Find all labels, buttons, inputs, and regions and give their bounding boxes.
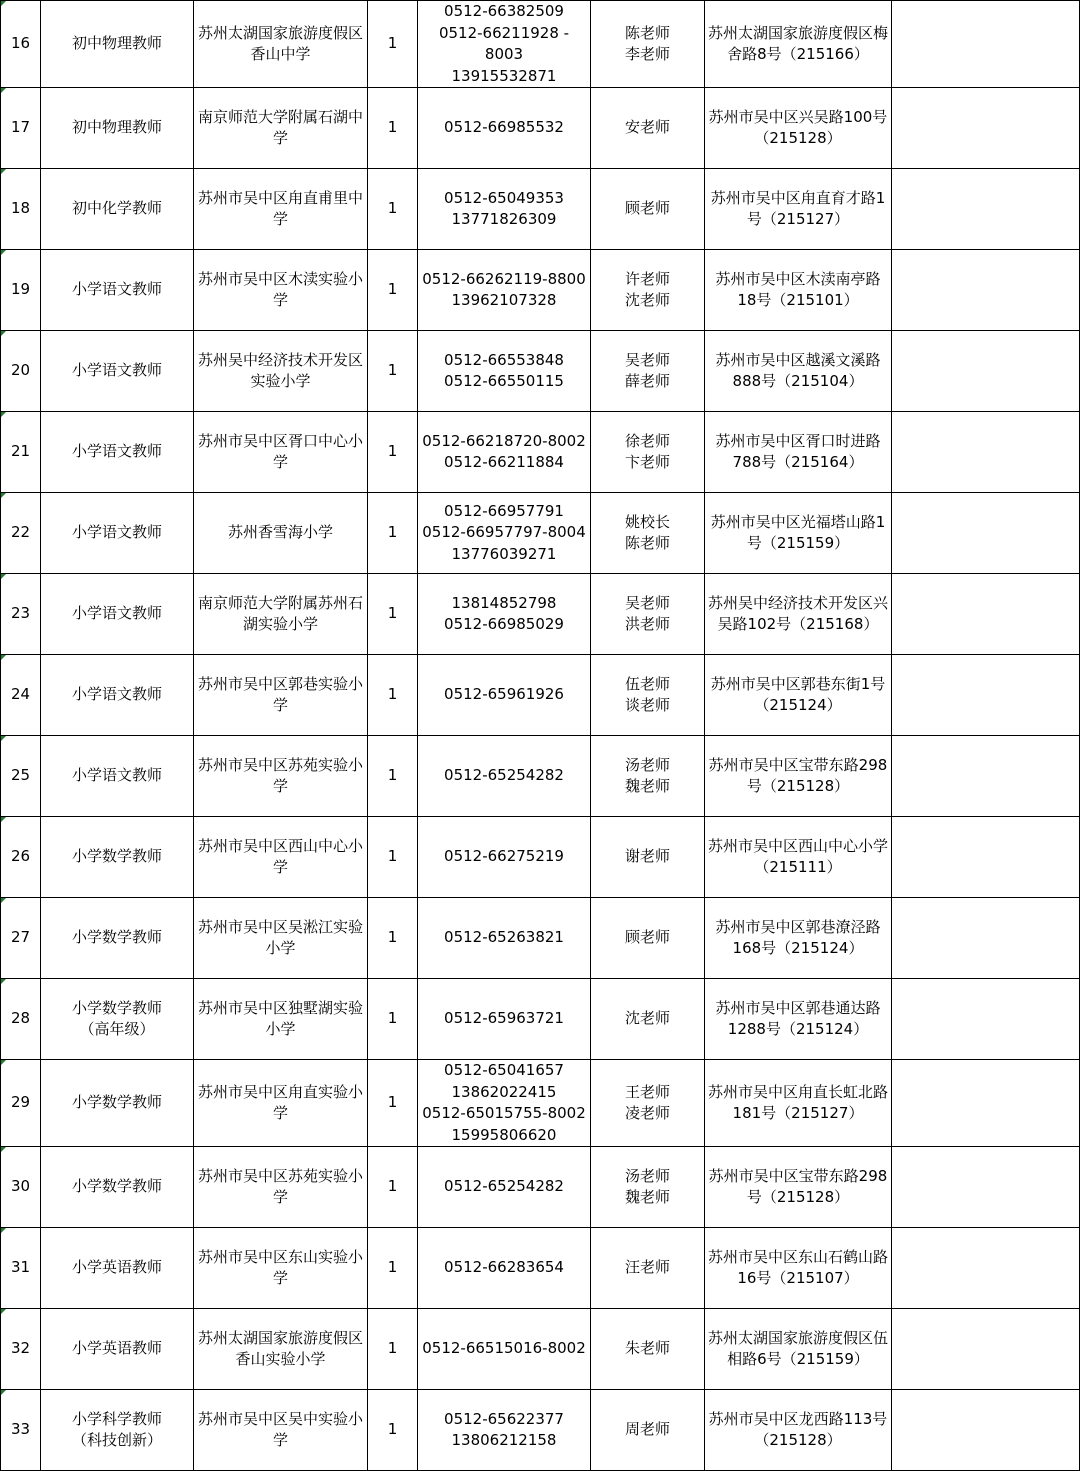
position-cell: 小学数学教师 bbox=[41, 898, 194, 979]
table-row bbox=[1, 1228, 1080, 1309]
table-row bbox=[1, 1060, 1080, 1147]
count-cell: 1 bbox=[368, 1, 418, 88]
phone-cell: 0512-65254282 bbox=[418, 736, 591, 817]
row-number: 30 bbox=[1, 1147, 41, 1228]
address-cell: 苏州市吴中区宝带东路298号（215128） bbox=[705, 736, 892, 817]
phone-cell: 0512-66553848 0512-66550115 bbox=[418, 331, 591, 412]
school-cell: 苏州市吴中区独墅湖实验小学 bbox=[194, 979, 368, 1060]
contact-cell: 姚校长 陈老师 bbox=[591, 493, 705, 574]
contact-cell: 顾老师 bbox=[591, 169, 705, 250]
count-cell: 1 bbox=[368, 1390, 418, 1471]
count-cell: 1 bbox=[368, 1060, 418, 1147]
contact-cell: 汤老师 魏老师 bbox=[591, 1147, 705, 1228]
count-cell: 1 bbox=[368, 979, 418, 1060]
contact-cell: 许老师 沈老师 bbox=[591, 250, 705, 331]
table-row bbox=[1, 331, 1080, 412]
table-row bbox=[1, 817, 1080, 898]
contact-cell: 吴老师 洪老师 bbox=[591, 574, 705, 655]
contact-cell: 周老师 bbox=[591, 1390, 705, 1471]
remark-cell bbox=[892, 1060, 1080, 1147]
count-cell: 1 bbox=[368, 655, 418, 736]
row-number: 31 bbox=[1, 1228, 41, 1309]
school-cell: 苏州市吴中区甪直实验小学 bbox=[194, 1060, 368, 1147]
table-row bbox=[1, 250, 1080, 331]
remark-cell bbox=[892, 250, 1080, 331]
row-number: 33 bbox=[1, 1390, 41, 1471]
phone-cell: 0512-65961926 bbox=[418, 655, 591, 736]
phone-cell: 0512-65963721 bbox=[418, 979, 591, 1060]
count-cell: 1 bbox=[368, 1309, 418, 1390]
remark-cell bbox=[892, 1, 1080, 88]
school-cell: 苏州市吴中区吴中实验小学 bbox=[194, 1390, 368, 1471]
contact-cell: 沈老师 bbox=[591, 979, 705, 1060]
position-cell: 初中物理教师 bbox=[41, 1, 194, 88]
school-cell: 苏州市吴中区木渎实验小学 bbox=[194, 250, 368, 331]
remark-cell bbox=[892, 574, 1080, 655]
row-number: 18 bbox=[1, 169, 41, 250]
row-number: 16 bbox=[1, 1, 41, 88]
remark-cell bbox=[892, 412, 1080, 493]
remark-cell bbox=[892, 88, 1080, 169]
phone-cell: 0512-66283654 bbox=[418, 1228, 591, 1309]
contact-cell: 汪老师 bbox=[591, 1228, 705, 1309]
remark-cell bbox=[892, 1147, 1080, 1228]
remark-cell bbox=[892, 655, 1080, 736]
table-row bbox=[1, 1147, 1080, 1228]
position-cell: 小学语文教师 bbox=[41, 412, 194, 493]
phone-cell: 0512-65041657 13862022415 0512-65015755-8002 15995806620 bbox=[418, 1060, 591, 1147]
table-row bbox=[1, 898, 1080, 979]
remark-cell bbox=[892, 493, 1080, 574]
phone-cell: 0512-65263821 bbox=[418, 898, 591, 979]
row-number: 27 bbox=[1, 898, 41, 979]
table-row bbox=[1, 655, 1080, 736]
position-cell: 初中物理教师 bbox=[41, 88, 194, 169]
address-cell: 苏州吴中经济技术开发区兴吴路102号（215168） bbox=[705, 574, 892, 655]
row-number: 20 bbox=[1, 331, 41, 412]
count-cell: 1 bbox=[368, 736, 418, 817]
row-number: 28 bbox=[1, 979, 41, 1060]
phone-cell: 0512-66515016-8002 bbox=[418, 1309, 591, 1390]
table-row bbox=[1, 736, 1080, 817]
phone-cell: 0512-66382509 0512-66211928 - 8003 13915532871 bbox=[418, 1, 591, 88]
address-cell: 苏州太湖国家旅游度假区梅舍路8号（215166） bbox=[705, 1, 892, 88]
remark-cell bbox=[892, 331, 1080, 412]
position-cell: 小学语文教师 bbox=[41, 493, 194, 574]
table-row bbox=[1, 88, 1080, 169]
remark-cell bbox=[892, 1309, 1080, 1390]
count-cell: 1 bbox=[368, 898, 418, 979]
count-cell: 1 bbox=[368, 88, 418, 169]
address-cell: 苏州市吴中区龙西路113号（215128） bbox=[705, 1390, 892, 1471]
school-cell: 南京师范大学附属苏州石湖实验小学 bbox=[194, 574, 368, 655]
remark-cell bbox=[892, 898, 1080, 979]
table-row bbox=[1, 493, 1080, 574]
phone-cell: 0512-65254282 bbox=[418, 1147, 591, 1228]
count-cell: 1 bbox=[368, 331, 418, 412]
count-cell: 1 bbox=[368, 817, 418, 898]
position-cell: 初中化学教师 bbox=[41, 169, 194, 250]
position-cell: 小学数学教师 bbox=[41, 1147, 194, 1228]
row-number: 21 bbox=[1, 412, 41, 493]
position-cell: 小学语文教师 bbox=[41, 331, 194, 412]
school-cell: 苏州市吴中区西山中心小学 bbox=[194, 817, 368, 898]
phone-cell: 0512-66957791 0512-66957797-8004 13776039271 bbox=[418, 493, 591, 574]
table-row bbox=[1, 979, 1080, 1060]
count-cell: 1 bbox=[368, 250, 418, 331]
row-number: 29 bbox=[1, 1060, 41, 1147]
phone-cell: 0512-66218720-8002 0512-66211884 bbox=[418, 412, 591, 493]
school-cell: 苏州市吴中区胥口中心小学 bbox=[194, 412, 368, 493]
phone-cell: 0512-66985532 bbox=[418, 88, 591, 169]
position-cell: 小学数学教师 （高年级） bbox=[41, 979, 194, 1060]
position-cell: 小学语文教师 bbox=[41, 250, 194, 331]
contact-cell: 朱老师 bbox=[591, 1309, 705, 1390]
table-row bbox=[1, 412, 1080, 493]
contact-cell: 顾老师 bbox=[591, 898, 705, 979]
school-cell: 苏州市吴中区苏苑实验小学 bbox=[194, 736, 368, 817]
count-cell: 1 bbox=[368, 1228, 418, 1309]
count-cell: 1 bbox=[368, 1147, 418, 1228]
school-cell: 苏州市吴中区苏苑实验小学 bbox=[194, 1147, 368, 1228]
school-cell: 苏州市吴中区甪直甫里中学 bbox=[194, 169, 368, 250]
row-number: 19 bbox=[1, 250, 41, 331]
row-number: 26 bbox=[1, 817, 41, 898]
position-cell: 小学英语教师 bbox=[41, 1309, 194, 1390]
address-cell: 苏州市吴中区光福塔山路1号（215159） bbox=[705, 493, 892, 574]
table-row bbox=[1, 1, 1080, 88]
count-cell: 1 bbox=[368, 574, 418, 655]
table-row bbox=[1, 1390, 1080, 1471]
contact-cell: 汤老师 魏老师 bbox=[591, 736, 705, 817]
row-number: 23 bbox=[1, 574, 41, 655]
school-cell: 南京师范大学附属石湖中学 bbox=[194, 88, 368, 169]
address-cell: 苏州太湖国家旅游度假区伍相路6号（215159） bbox=[705, 1309, 892, 1390]
address-cell: 苏州市吴中区郭巷潦泾路168号（215124） bbox=[705, 898, 892, 979]
address-cell: 苏州市吴中区郭巷通达路1288号（215124） bbox=[705, 979, 892, 1060]
remark-cell bbox=[892, 1390, 1080, 1471]
contact-cell: 安老师 bbox=[591, 88, 705, 169]
position-cell: 小学语文教师 bbox=[41, 574, 194, 655]
address-cell: 苏州市吴中区甪直育才路1号（215127） bbox=[705, 169, 892, 250]
count-cell: 1 bbox=[368, 493, 418, 574]
address-cell: 苏州市吴中区木渎南亭路18号（215101） bbox=[705, 250, 892, 331]
address-cell: 苏州市吴中区越溪文溪路888号（215104） bbox=[705, 331, 892, 412]
address-cell: 苏州市吴中区郭巷东街1号（215124） bbox=[705, 655, 892, 736]
school-cell: 苏州市吴中区东山实验小学 bbox=[194, 1228, 368, 1309]
remark-cell bbox=[892, 736, 1080, 817]
school-cell: 苏州香雪海小学 bbox=[194, 493, 368, 574]
row-number: 24 bbox=[1, 655, 41, 736]
contact-cell: 谢老师 bbox=[591, 817, 705, 898]
position-cell: 小学数学教师 bbox=[41, 1060, 194, 1147]
position-cell: 小学数学教师 bbox=[41, 817, 194, 898]
position-cell: 小学语文教师 bbox=[41, 655, 194, 736]
contact-cell: 伍老师 谈老师 bbox=[591, 655, 705, 736]
remark-cell bbox=[892, 1228, 1080, 1309]
address-cell: 苏州市吴中区宝带东路298号（215128） bbox=[705, 1147, 892, 1228]
position-cell: 小学科学教师 （科技创新） bbox=[41, 1390, 194, 1471]
phone-cell: 0512-66275219 bbox=[418, 817, 591, 898]
position-cell: 小学语文教师 bbox=[41, 736, 194, 817]
address-cell: 苏州市吴中区西山中心小学（215111） bbox=[705, 817, 892, 898]
contact-cell: 吴老师 薛老师 bbox=[591, 331, 705, 412]
table-row bbox=[1, 574, 1080, 655]
school-cell: 苏州太湖国家旅游度假区香山实验小学 bbox=[194, 1309, 368, 1390]
contact-cell: 陈老师 李老师 bbox=[591, 1, 705, 88]
address-cell: 苏州市吴中区胥口时进路788号（215164） bbox=[705, 412, 892, 493]
address-cell: 苏州市吴中区兴吴路100号 （215128） bbox=[705, 88, 892, 169]
position-cell: 小学英语教师 bbox=[41, 1228, 194, 1309]
row-number: 25 bbox=[1, 736, 41, 817]
phone-cell: 13814852798 0512-66985029 bbox=[418, 574, 591, 655]
school-cell: 苏州市吴中区郭巷实验小学 bbox=[194, 655, 368, 736]
table-body bbox=[1, 1, 1080, 1471]
address-cell: 苏州市吴中区甪直长虹北路181号（215127） bbox=[705, 1060, 892, 1147]
phone-cell: 0512-65049353 13771826309 bbox=[418, 169, 591, 250]
row-number: 17 bbox=[1, 88, 41, 169]
table-row bbox=[1, 1309, 1080, 1390]
remark-cell bbox=[892, 979, 1080, 1060]
school-cell: 苏州市吴中区吴淞江实验小学 bbox=[194, 898, 368, 979]
phone-cell: 0512-66262119-8800 13962107328 bbox=[418, 250, 591, 331]
count-cell: 1 bbox=[368, 412, 418, 493]
row-number: 32 bbox=[1, 1309, 41, 1390]
table-row bbox=[1, 169, 1080, 250]
phone-cell: 0512-65622377 13806212158 bbox=[418, 1390, 591, 1471]
remark-cell bbox=[892, 817, 1080, 898]
remark-cell bbox=[892, 169, 1080, 250]
address-cell: 苏州市吴中区东山石鹤山路16号（215107） bbox=[705, 1228, 892, 1309]
school-cell: 苏州吴中经济技术开发区实验小学 bbox=[194, 331, 368, 412]
count-cell: 1 bbox=[368, 169, 418, 250]
row-number: 22 bbox=[1, 493, 41, 574]
contact-cell: 徐老师 卞老师 bbox=[591, 412, 705, 493]
contact-cell: 王老师 凌老师 bbox=[591, 1060, 705, 1147]
school-cell: 苏州太湖国家旅游度假区香山中学 bbox=[194, 1, 368, 88]
